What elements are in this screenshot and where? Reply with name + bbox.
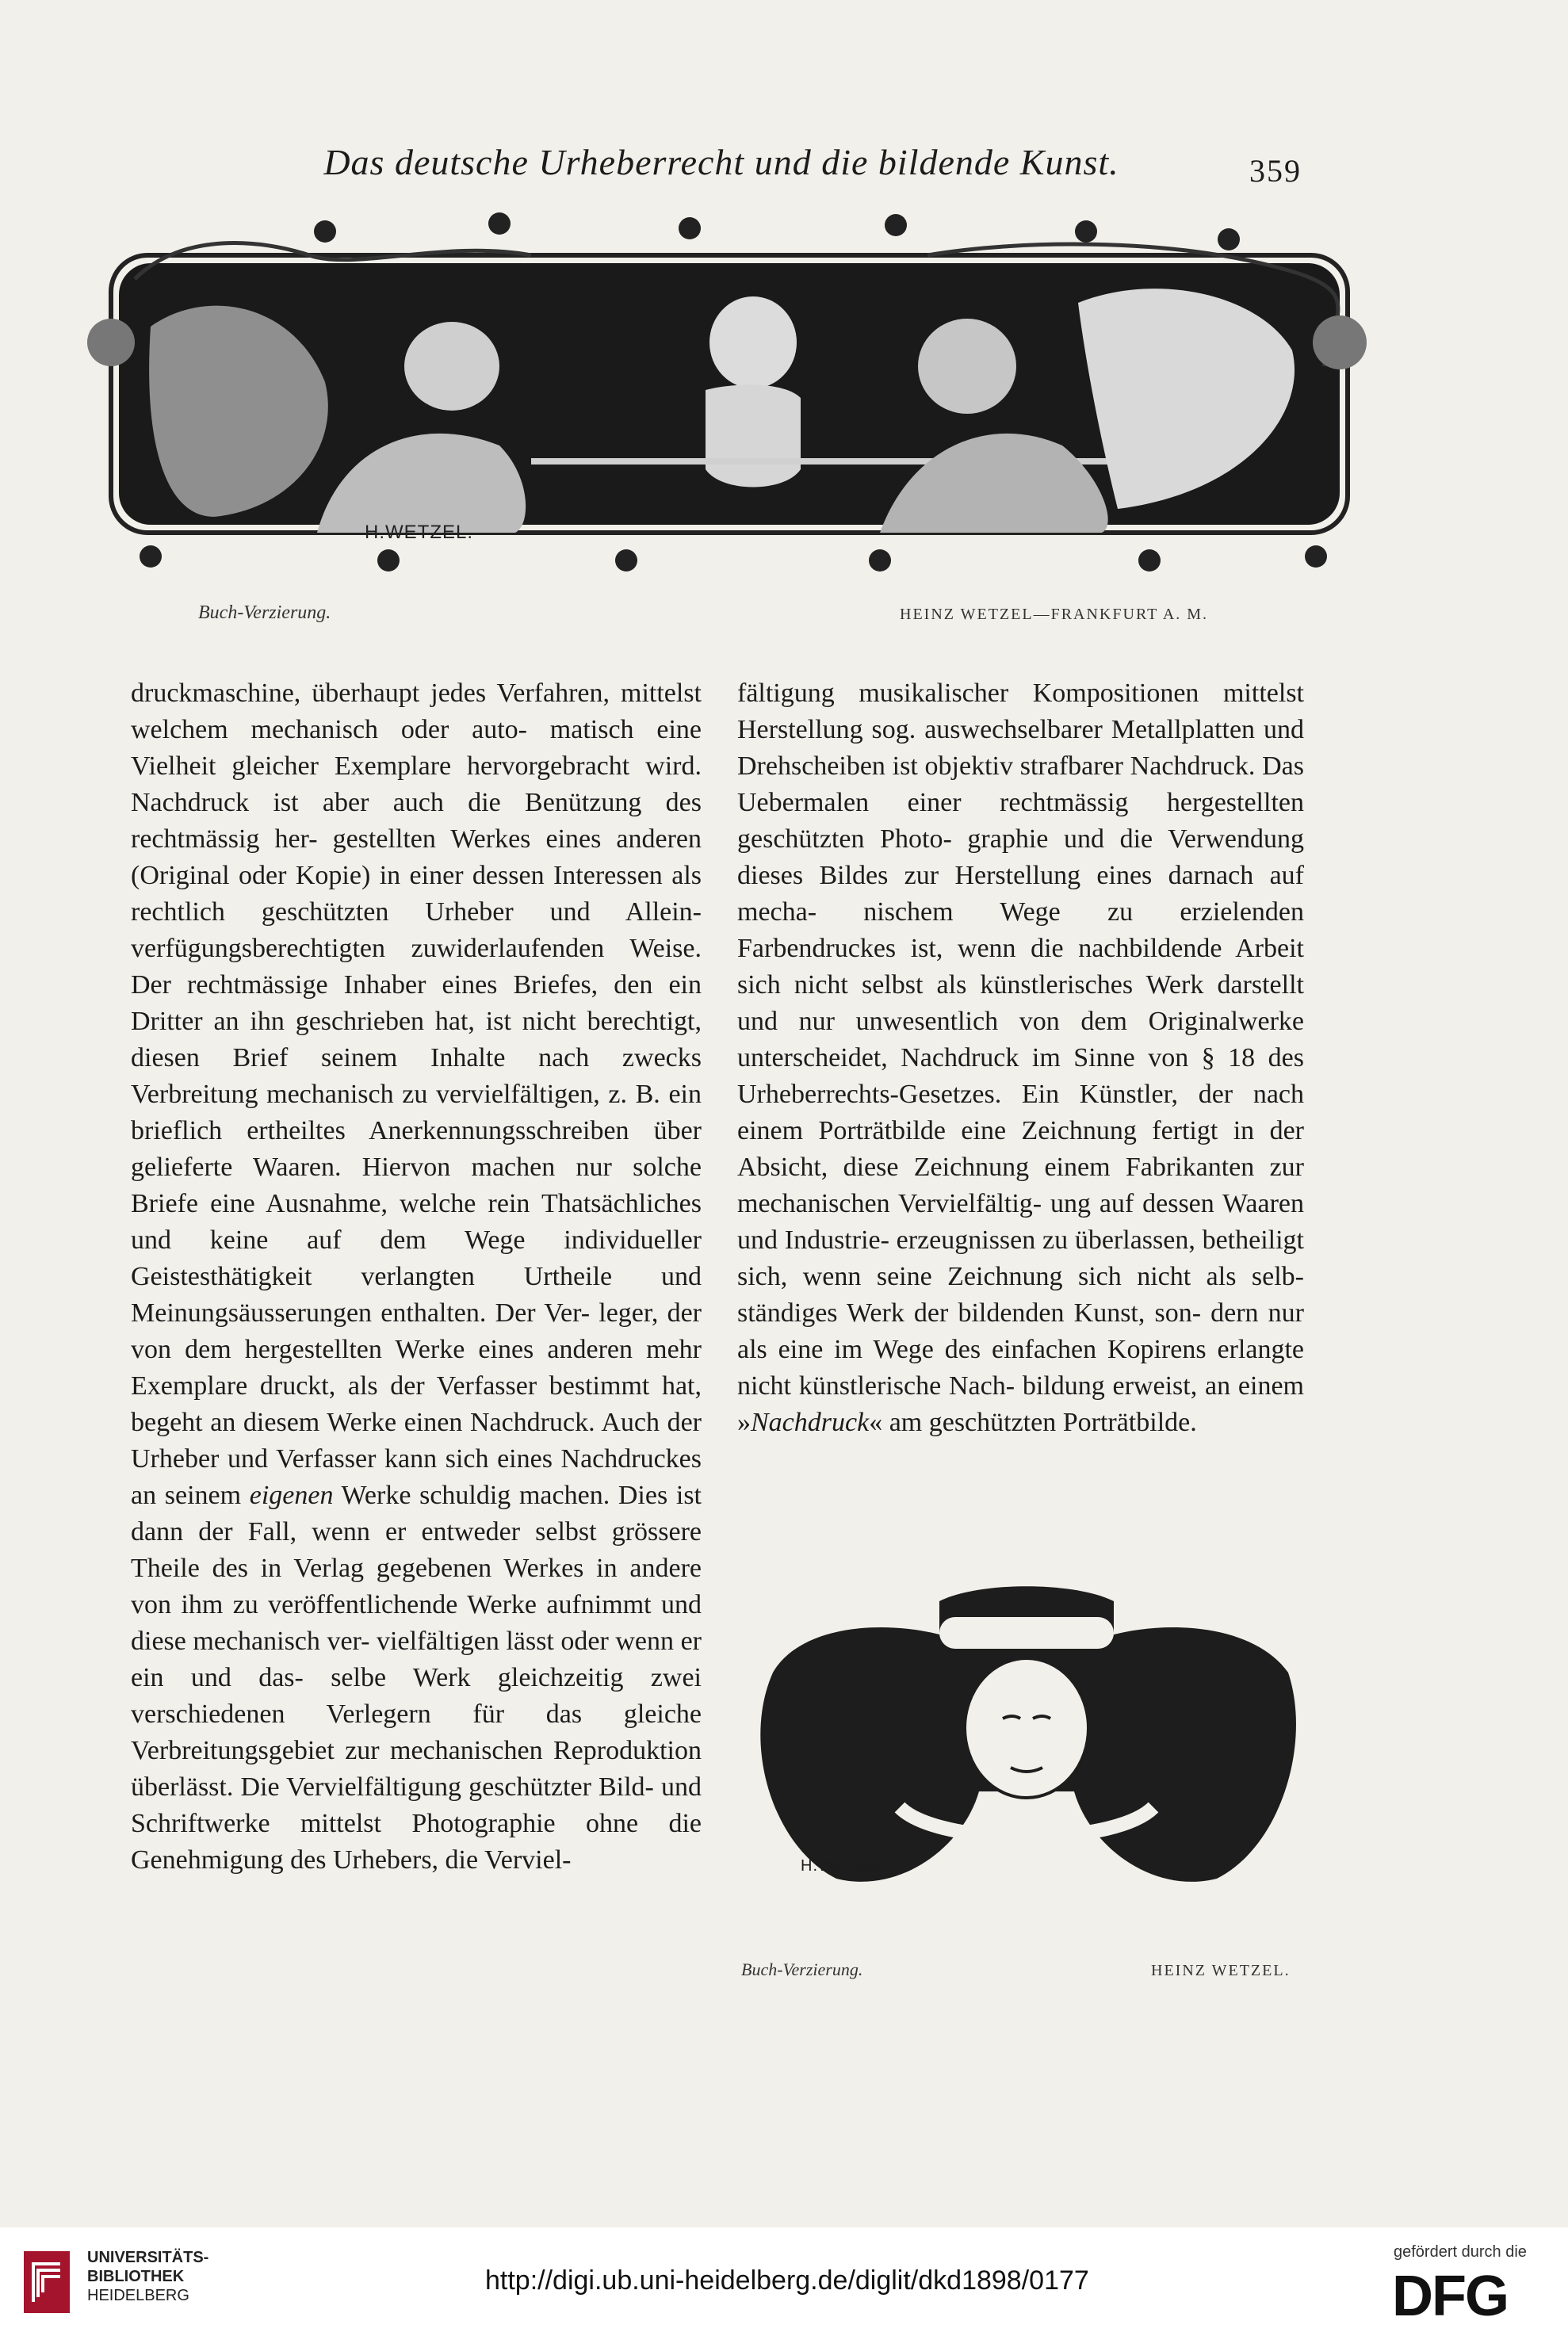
- page-number: 359: [1249, 153, 1302, 189]
- emphasis: eigenen: [249, 1481, 334, 1510]
- banner-signature: H.WETZEL.: [365, 522, 474, 543]
- paragraph: druckmaschine, überhaupt jedes Verfahren, mittelst welchem mechanisch oder auto- matisch eine Vielheit gleicher Exemplare hervorgebracht wird. Nachdruck ist aber auch die Benützung des rechtmässig her- gestellten Werkes eines anderen (Original oder Kopie) in einer dessen Interessen als rechtlich geschützten Urheber und Allein- verfügungsberechtigten zuwiderlaufenden Weise. Der rechtmässige Inhaber eines Briefes, den ein Dritter an ihn geschrieben hat, ist nicht berechtigt, diesen Brief seinem Inhalte nach zwecks Verbreitung mechanisch zu vervielfältigen, z. B. ein brieflich ertheiltes Anerkennungsschreiben über gelieferte Waaren. Hiervon machen nur solche Briefe eine Ausnahme, welche rein Thatsächliches und keine auf dem Wege individueller Geistesthätigkeit verlangten Urtheile und Meinungsäusserungen enthalten. Der Ver- leger, der von dem hergestellten Werke eines anderen mehr Exemplare druckt, als der Verfasser bestimmt hat, begeht an diesem Werke einen Nachdruck. Auch der Urheber und Verfasser kann sich eines Nachdruckes an seinem eigenen Werke schuldig machen. Dies ist dann der Fall, wenn er entweder selbst grössere Theile des in Verlag gegebenen Werkes in andere von ihm zu veröffentlichende Werke aufnimmt und diese mechanisch ver- vielfältigen lässt oder wenn er ein und das- selbe Werk gleichzeitig zwei verschiedenen Verlegern für das gleiche Verbreitungsgebiet zur mechanischen Reproduktion überlässt. Die Vervielfältigung geschützter Bild- und Schriftwerke mittelst Photographie ohne die Genehmigung des Urhebers, die Verviel-: [131, 679, 702, 1875]
- figure2-credit: HEINZ WETZEL.: [1151, 1962, 1291, 1979]
- banner-illustration: [87, 208, 1371, 572]
- university-library-logo-icon: [22, 2250, 71, 2315]
- funded-by-label: gefördert durch die: [1394, 2243, 1527, 2261]
- figure2-caption: Buch-Verzierung.: [741, 1959, 863, 1979]
- figure1-credit: HEINZ WETZEL—FRANKFURT A. M.: [900, 606, 1209, 623]
- text-column-left: [131, 675, 702, 1879]
- vignette-signature: H.WETZEL.: [801, 1857, 893, 1875]
- emphasis: Nachdruck: [751, 1408, 870, 1437]
- permalink-url[interactable]: http://digi.ub.uni-heidelberg.de/diglit/dkd1898/0177: [485, 2265, 1089, 2296]
- dfg-logo: DFG: [1392, 2265, 1508, 2328]
- paragraph: fältigung musikalischer Kompositionen mittelst Herstellung sog. auswechselbarer Metallplatten und Drehscheiben ist objektiv strafbarer Nachdruck. Das Uebermalen einer rechtmässig hergestellten geschützten Photo- graphie und die Verwendung dieses Bildes zur Herstellung eines darnach auf mecha- nischem Wege zu erzielenden Farbendruckes ist, wenn die nachbildende Arbeit sich nicht selbst als künstlerisches Werk darstellt und nur unwesentlich von dem Originalwerke unterscheidet, Nachdruck im Sinne von § 18 des Urheberrechts-Gesetzes. Ein Künstler, der nach einem Porträtbilde eine Zeichnung fertigt in der Absicht, diese Zeichnung einem Fabrikanten zur mechanischen Vervielfältig- ung auf dessen Waaren und Industrie- erzeugnissen zu überlassen, betheiligt sich, wenn seine Zeichnung sich nicht als selb- ständiges Werk der bildenden Kunst, son- dern nur als eine im Wege des einfachen Kopirens erlangte nicht künstlerische Nach- bildung erweist, an einem »Nachdruck« am geschützten Porträtbilde.: [737, 679, 1304, 1437]
- library-name: UNIVERSITÄTS- BIBLIOTHEK HEIDELBERG: [87, 2249, 209, 2304]
- vignette-illustration: [741, 1585, 1312, 1894]
- text-column-right: [737, 675, 1304, 1441]
- figure1-caption: Buch-Verzierung.: [198, 602, 331, 623]
- running-title: Das deutsche Urheberrecht und die bildende Kunst.: [323, 142, 1119, 182]
